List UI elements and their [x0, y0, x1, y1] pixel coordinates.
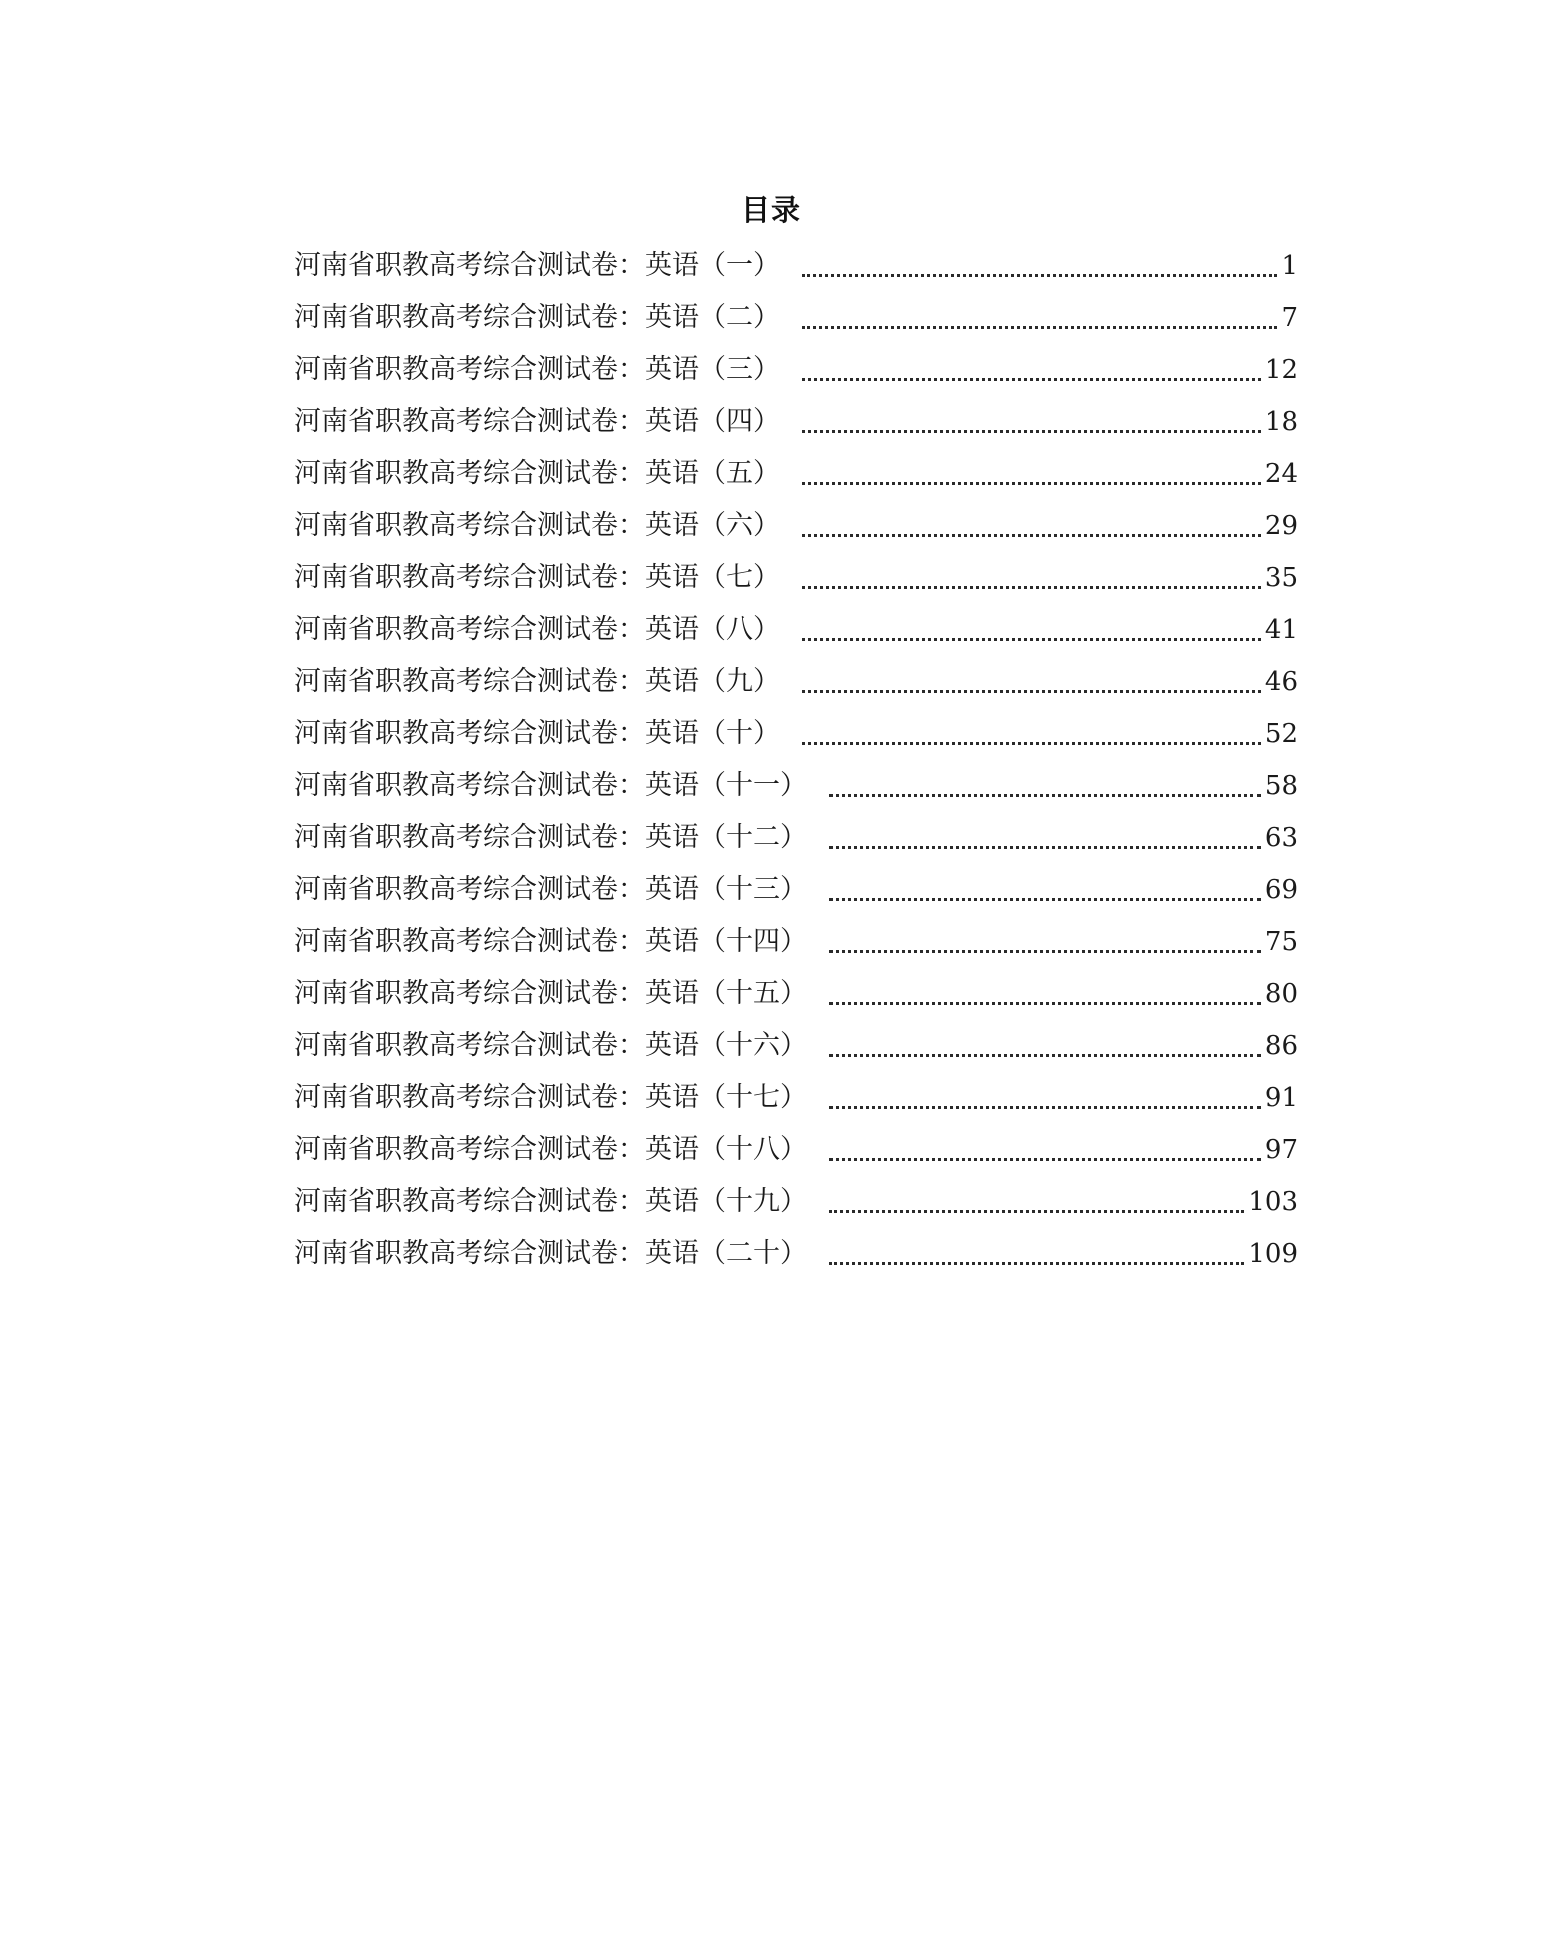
- toc-dot-leader: [802, 430, 1261, 433]
- toc-entry-label: 河南省职教高考综合测试卷：英语（十四）: [294, 926, 807, 957]
- toc-entry-label: 河南省职教高考综合测试卷：英语（八）: [294, 614, 780, 645]
- toc-entry-label: 河南省职教高考综合测试卷：英语（十三）: [294, 874, 807, 905]
- toc-dot-leader: [829, 1002, 1261, 1005]
- toc-entry[interactable]: [294, 1228, 1298, 1280]
- toc-entry[interactable]: [294, 916, 1298, 968]
- toc-entry-label: 河南省职教高考综合测试卷：英语（三）: [294, 354, 780, 385]
- toc-entry-page-number: 103: [1248, 1187, 1298, 1217]
- toc-entry-page-number: 75: [1264, 927, 1298, 957]
- toc-dot-leader: [802, 586, 1261, 589]
- toc-entry[interactable]: [294, 500, 1298, 552]
- toc-entry-label: 河南省职教高考综合测试卷：英语（二十）: [294, 1238, 807, 1269]
- toc-entry-page-number: 1: [1281, 251, 1298, 281]
- toc-entry[interactable]: [294, 1072, 1298, 1124]
- toc-entry-label: 河南省职教高考综合测试卷：英语（十六）: [294, 1030, 807, 1061]
- toc-entry[interactable]: [294, 292, 1298, 344]
- toc-entry[interactable]: [294, 396, 1298, 448]
- toc-dot-leader: [829, 950, 1261, 953]
- toc-entry-label: 河南省职教高考综合测试卷：英语（七）: [294, 562, 780, 593]
- toc-entry[interactable]: [294, 604, 1298, 656]
- toc-entry-page-number: 7: [1281, 303, 1298, 333]
- toc-entry[interactable]: [294, 344, 1298, 396]
- toc-entry-label: 河南省职教高考综合测试卷：英语（十七）: [294, 1082, 807, 1113]
- toc-entry-label: 河南省职教高考综合测试卷：英语（六）: [294, 510, 780, 541]
- toc-entry-page-number: 69: [1264, 875, 1298, 905]
- toc-entry[interactable]: [294, 1176, 1298, 1228]
- toc-entry[interactable]: [294, 656, 1298, 708]
- toc-entry-page-number: 109: [1248, 1239, 1298, 1269]
- toc-entry-page-number: 52: [1264, 719, 1298, 749]
- toc-entry-label: 河南省职教高考综合测试卷：英语（五）: [294, 458, 780, 489]
- toc-dot-leader: [829, 794, 1261, 797]
- toc-dot-leader: [802, 638, 1261, 641]
- toc-dot-leader: [802, 534, 1261, 537]
- toc-entry[interactable]: [294, 552, 1298, 604]
- toc-entry-label: 河南省职教高考综合测试卷：英语（二）: [294, 302, 780, 333]
- toc-dot-leader: [802, 742, 1261, 745]
- toc-entry[interactable]: [294, 448, 1298, 500]
- toc-dot-leader: [802, 482, 1261, 485]
- toc-entry-page-number: 97: [1264, 1135, 1298, 1165]
- toc-dot-leader: [802, 690, 1261, 693]
- toc-entry-page-number: 18: [1264, 407, 1298, 437]
- toc-dot-leader: [802, 274, 1277, 277]
- toc-entry-page-number: 24: [1264, 459, 1298, 489]
- toc-entry-page-number: 58: [1264, 771, 1298, 801]
- toc-entry[interactable]: [294, 1020, 1298, 1072]
- toc-dot-leader: [829, 1054, 1261, 1057]
- toc-entry[interactable]: [294, 240, 1298, 292]
- toc-dot-leader: [829, 1262, 1244, 1265]
- toc-entry-page-number: 12: [1264, 355, 1298, 385]
- toc-entry-label: 河南省职教高考综合测试卷：英语（十一）: [294, 770, 807, 801]
- toc-entry-page-number: 46: [1264, 667, 1298, 697]
- toc-entry-page-number: 91: [1264, 1083, 1298, 1113]
- toc-entry[interactable]: [294, 708, 1298, 760]
- toc-entry[interactable]: [294, 760, 1298, 812]
- toc-entry-page-number: 41: [1264, 615, 1298, 645]
- toc-entry[interactable]: [294, 968, 1298, 1020]
- toc-entry-page-number: 29: [1264, 511, 1298, 541]
- toc-entry-page-number: 63: [1264, 823, 1298, 853]
- toc-dot-leader: [802, 378, 1261, 381]
- toc-title: 目录: [740, 193, 801, 227]
- toc-entry-label: 河南省职教高考综合测试卷：英语（一）: [294, 250, 780, 281]
- toc-entry-label: 河南省职教高考综合测试卷：英语（四）: [294, 406, 780, 437]
- toc-entry-label: 河南省职教高考综合测试卷：英语（十九）: [294, 1186, 807, 1217]
- toc-dot-leader: [829, 898, 1261, 901]
- toc-dot-leader: [829, 1158, 1261, 1161]
- toc-entry-page-number: 86: [1264, 1031, 1298, 1061]
- toc-dot-leader: [829, 1106, 1261, 1109]
- toc-dot-leader: [829, 1210, 1244, 1213]
- toc-entry-page-number: 80: [1264, 979, 1298, 1009]
- toc-entry-label: 河南省职教高考综合测试卷：英语（十八）: [294, 1134, 807, 1165]
- toc-entry-page-number: 35: [1264, 563, 1298, 593]
- toc-entry-label: 河南省职教高考综合测试卷：英语（九）: [294, 666, 780, 697]
- toc-entry-label: 河南省职教高考综合测试卷：英语（十五）: [294, 978, 807, 1009]
- toc-entry[interactable]: [294, 1124, 1298, 1176]
- toc-list: [294, 240, 1298, 1280]
- toc-dot-leader: [829, 846, 1261, 849]
- toc-entry[interactable]: [294, 864, 1298, 916]
- toc-entry-label: 河南省职教高考综合测试卷：英语（十二）: [294, 822, 807, 853]
- toc-entry-label: 河南省职教高考综合测试卷：英语（十）: [294, 718, 780, 749]
- toc-entry[interactable]: [294, 812, 1298, 864]
- toc-dot-leader: [802, 326, 1277, 329]
